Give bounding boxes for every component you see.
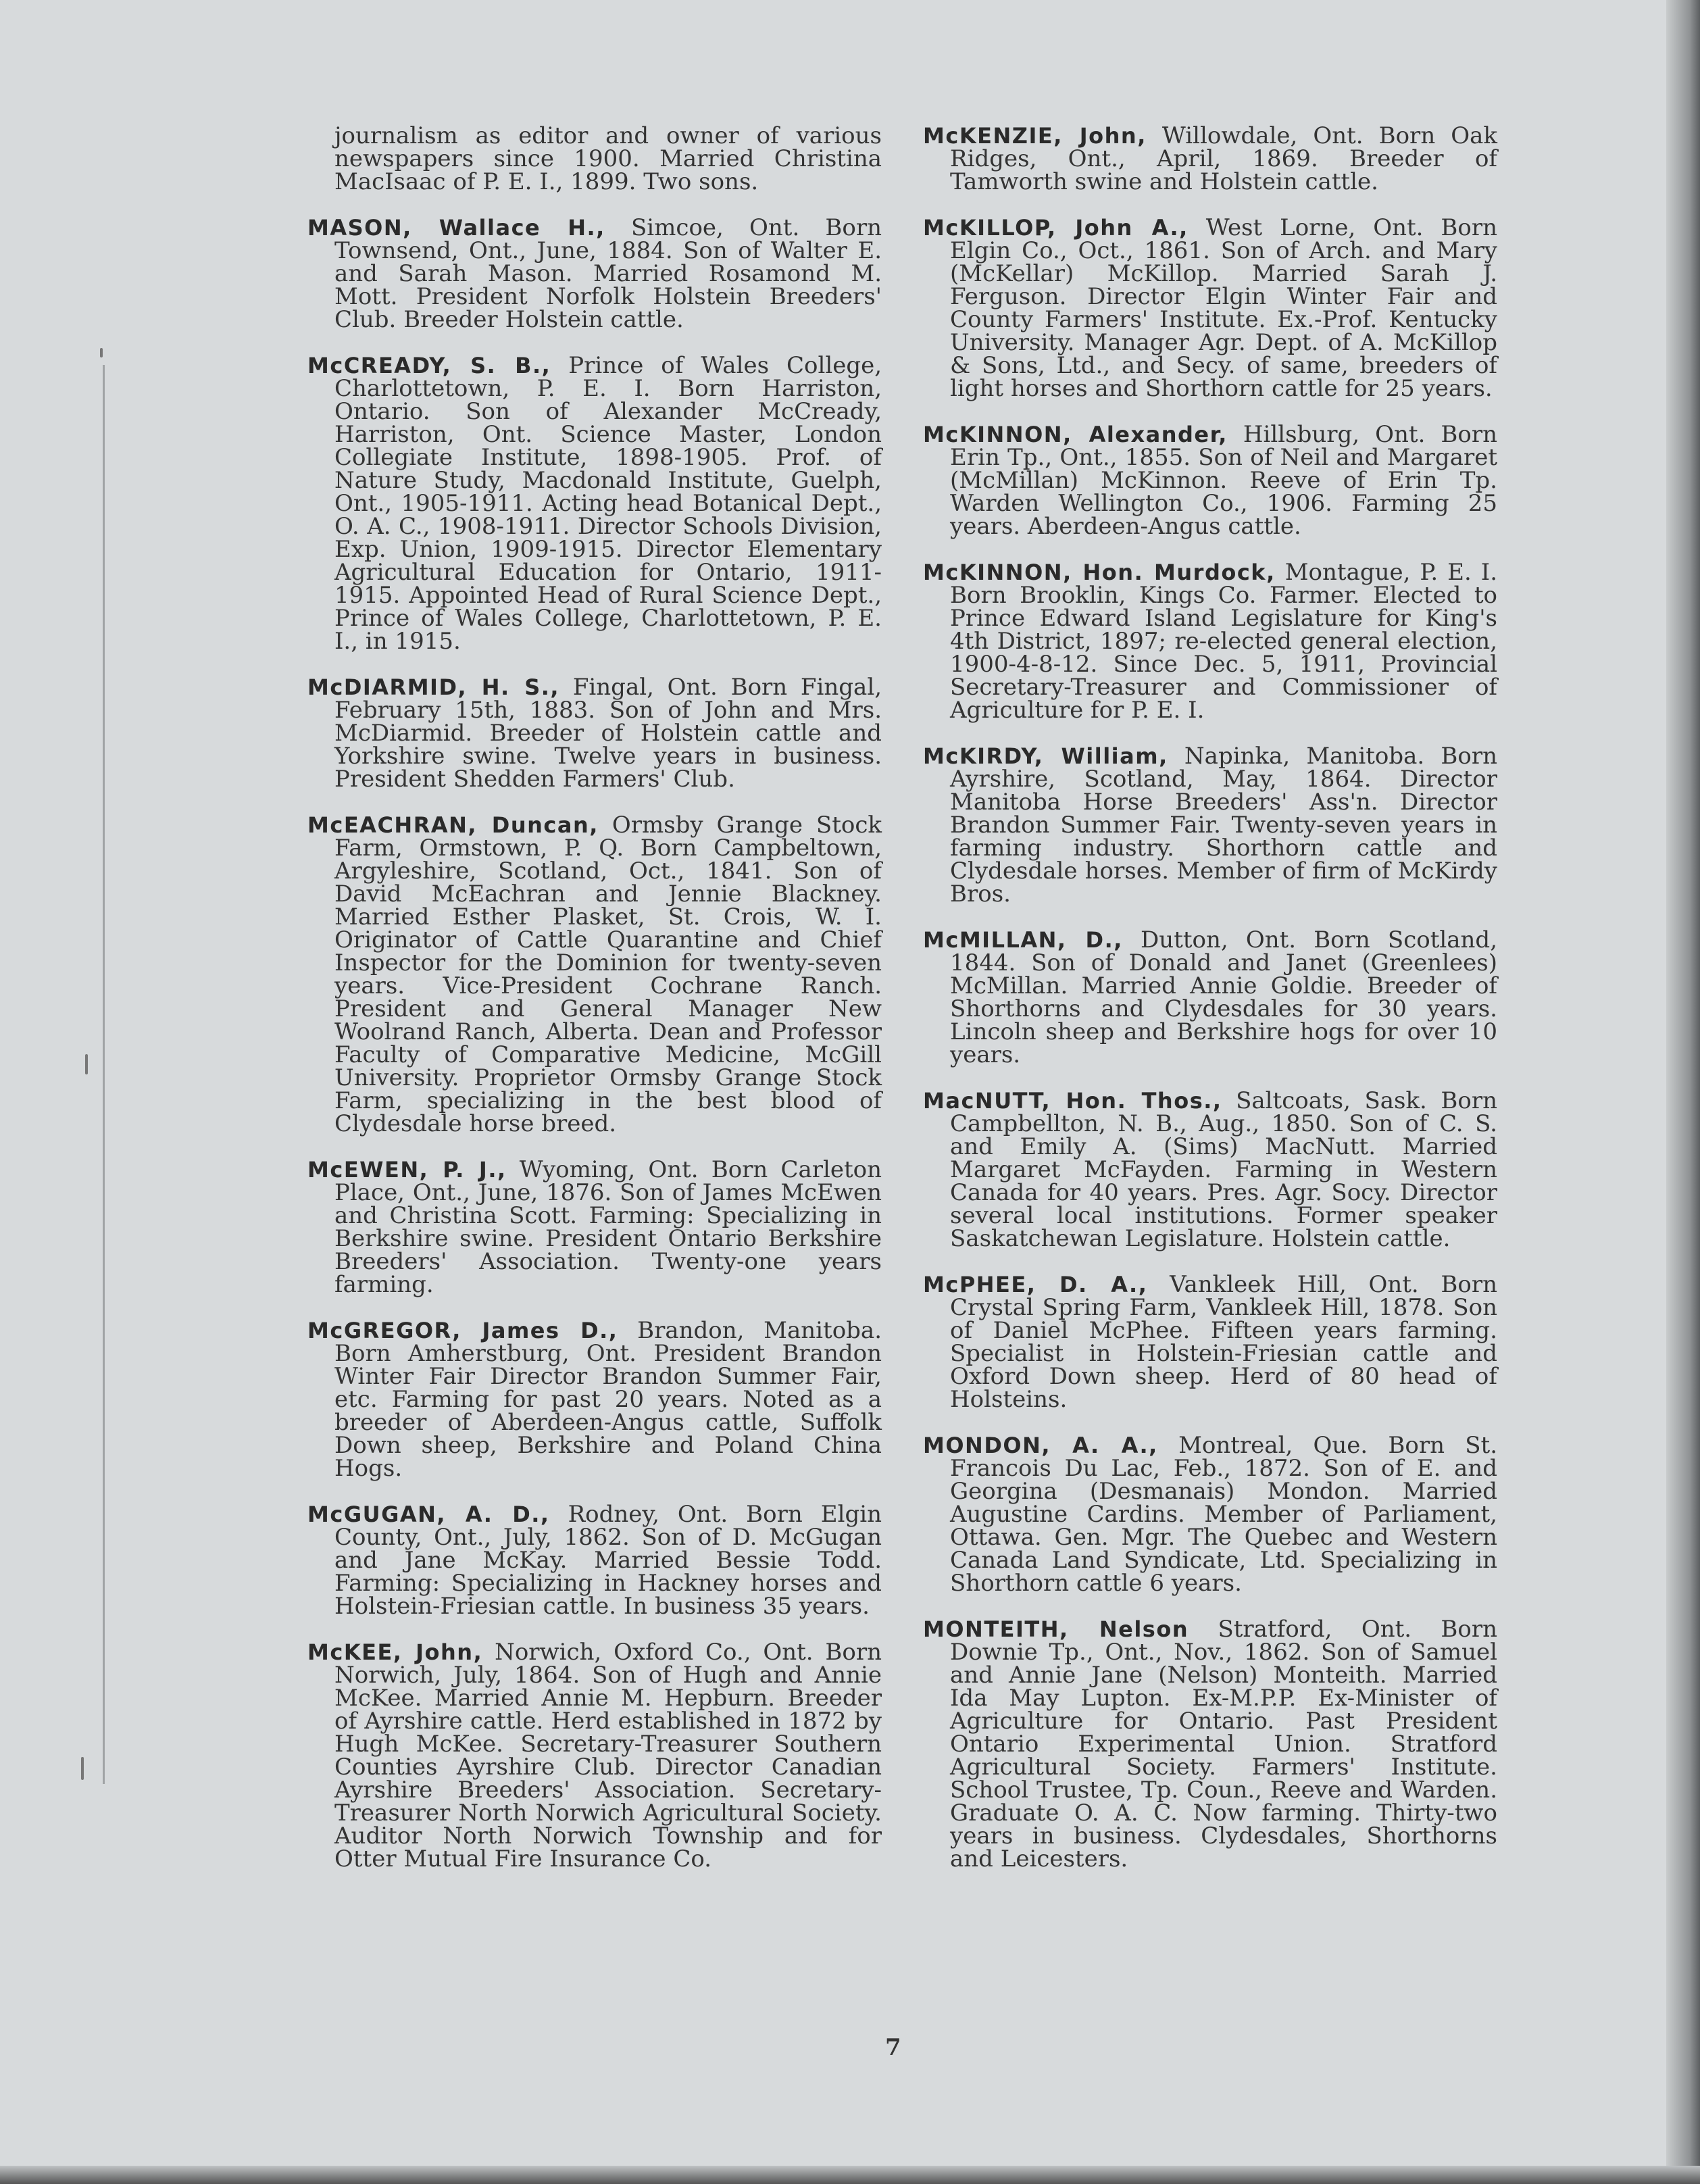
- entry-text: Prince of Wales College, Charlottetown, P. E. I. Born Harriston, Ontario. Son of Alexander McCready, Harriston, Ont. Science Master, London Collegiate Institute, 1898-1905. Prof. of Nature Study, Macdonald Institute, Guelph, Ont., 1905-1911. Acting head Botanical Dept., O. A. C., 1908-1911. Director Schools Division, Exp. Union, 1909-1915. Director Elementary Agricultural Education for Ontario, 1911-1915. Appointed Head of Rural Science Dept., Prince of Wales College, Charlottetown, P. E. I., in 1915.: [334, 352, 882, 655]
- entry-text: Ormsby Grange Stock Farm, Ormstown, P. Q. Born Campbeltown, Argyleshire, Scotland, Oct., 1841. Son of David McEachran and Jennie Blackney. Married Esther Plasket, St. Crois, W. I. Originator of Cattle Quarantine and Chief Inspector for the Dominion for twenty-seven years. Vice-President Cochrane Ranch. President and General Manager New Woolrand Ranch, Alberta. Dean and Professor Faculty of Comparative Medicine, McGill University. Proprietor Ormsby Grange Stock Farm, specializing in the best blood of Clydesdale horse breed.: [334, 812, 882, 1137]
- entry: [307, 354, 882, 653]
- entry-text: West Lorne, Ont. Born Elgin Co., Oct., 1861. Son of Arch. and Mary (McKellar) McKillop. Married Sarah J. Ferguson. Director Elgin Winter Fair and County Farmers' Institute. Ex.-Prof. Kentucky University. Manager Agr. Dept. of A. McKillop & Sons, Ltd., and Secy. of same, breeders of light horses and Shorthorn cattle for 25 years.: [950, 214, 1498, 402]
- entry-name: MASON, Wallace H.,: [307, 215, 605, 241]
- entry: [923, 124, 1497, 193]
- entry-text: Saltcoats, Sask. Born Campbellton, N. B., Aug., 1850. Son of C. S. and Emily A. (Sims) MacNutt. Married Margaret McFayden. Farming in Western Canada for 40 years. Pres. Agr. Socy. Director several local institutions. Former speaker Saskatchewan Legislature. Holstein cattle.: [950, 1087, 1498, 1252]
- entry-name: McGREGOR, James D.,: [307, 1318, 618, 1343]
- entry: [307, 814, 882, 1135]
- entry: [307, 1319, 882, 1480]
- entry-name: McKENZIE, John,: [923, 123, 1147, 149]
- margin-mark: [81, 1757, 84, 1780]
- margin-mark: [100, 348, 103, 357]
- entry-name: McGUGAN, A. D.,: [307, 1502, 550, 1527]
- entry-text: Brandon, Manitoba. Born Amherstburg, Ont. President Brandon Winter Fair Director Brandon Summer Fair, etc. Farming for past 20 years. Noted as a breeder of Aberdeen-Angus cattle, Suffolk Down sheep, Berkshire and Poland China Hogs.: [334, 1317, 882, 1482]
- entry-name: MONTEITH, Nelson: [923, 1616, 1189, 1642]
- entry-text: Rodney, Ont. Born Elgin County, Ont., July, 1862. Son of D. McGugan and Jane McKay. Married Bessie Todd. Farming: Specializing in Hackney horses and Holstein-Friesian cattle. In business 35 years.: [334, 1501, 882, 1620]
- entry-text: journalism as editor and owner of various newspapers since 1900. Married Christina MacIsaac of P. E. I., 1899. Two sons.: [334, 122, 882, 195]
- entry-text: Hillsburg, Ont. Born Erin Tp., Ont., 1855. Son of Neil and Margaret (McMillan) McKinnon. Reeve of Erin Tp. Warden Wellington Co., 1906. Farming 25 years. Aberdeen-Angus cattle.: [950, 421, 1498, 540]
- entry-text: Simcoe, Ont. Born Townsend, Ont., June, 1884. Son of Walter E. and Sarah Mason. Married Rosamond M. Mott. President Norfolk Holstein Breeders' Club. Breeder Holstein cattle.: [334, 214, 882, 333]
- entry-name: MacNUTT, Hon. Thos.,: [923, 1088, 1222, 1114]
- entry: [923, 1618, 1497, 1870]
- entry: [307, 216, 882, 331]
- right-column: [923, 101, 1497, 1879]
- page-number: 7: [885, 2034, 901, 2061]
- entry-name: McKIRDY, William,: [923, 743, 1168, 769]
- entry-text: Montreal, Que. Born St. Francois Du Lac, Feb., 1872. Son of E. and Georgina (Desmanais) Mondon. Married Augustine Cardins. Member of Parliament, Ottawa. Gen. Mgr. The Quebec and Western Canada Land Syndicate, Ltd. Specializing in Shorthorn cattle 6 years.: [950, 1432, 1497, 1597]
- entry-text: Stratford, Ont. Born Downie Tp., Ont., Nov., 1862. Son of Samuel and Annie Jane (Nelson) Monteith. Married Ida May Lupton. Ex-M.P.P. Ex-Minister of Agriculture for Ontario. Past President Ontario Experimental Union. Stratford Agricultural Society. Farmers' Institute. School Trustee, Tp. Coun., Reeve and Warden. Graduate O. A. C. Now farming. Thirty-two years in business. Clydesdales, Shorthorns and Leicesters.: [950, 1616, 1498, 1872]
- entry-text: Napinka, Manitoba. Born Ayrshire, Scotland, May, 1864. Director Manitoba Horse Breeders' Ass'n. Director Brandon Summer Fair. Twenty-seven years in farming industry. Shorthorn cattle and Clydesdale horses. Member of firm of McKirdy Bros.: [950, 743, 1497, 908]
- entry-name: McEWEN, P. J.,: [307, 1157, 507, 1183]
- entry: [307, 676, 882, 791]
- entry: [923, 1434, 1497, 1595]
- entry-name: McDIARMID, H. S.,: [307, 674, 560, 700]
- entry: [923, 1273, 1497, 1411]
- entry-name: McPHEE, D. A.,: [923, 1272, 1148, 1297]
- margin-mark: [85, 1054, 88, 1074]
- entry-continued: [307, 124, 882, 193]
- entry: [307, 1158, 882, 1296]
- entry-name: McMILLAN, D.,: [923, 927, 1123, 953]
- entry-name: McEACHRAN, Duncan,: [307, 812, 599, 838]
- entry: [923, 1089, 1497, 1250]
- entry: [923, 928, 1497, 1066]
- page-edge-shadow: [1666, 0, 1700, 2184]
- entry: [923, 216, 1497, 400]
- entry-name: MONDON, A. A.,: [923, 1433, 1158, 1458]
- entry-name: McKINNON, Hon. Murdock,: [923, 560, 1276, 585]
- entry-text: Wyoming, Ont. Born Carleton Place, Ont., June, 1876. Son of James McEwen and Christina Scott. Farming: Specializing in Berkshire swine. President Ontario Berkshire Breeders' Association. Twenty-one years farming.: [334, 1156, 882, 1298]
- entry: [923, 743, 1497, 908]
- entry-text: Norwich, Oxford Co., Ont. Born Norwich, July, 1864. Son of Hugh and Annie McKee. Married Annie M. Hepburn. Breeder of Ayrshire cattle. Herd established in 1872 by Hugh McKee. Secretary-Treasurer Southern Counties Ayrshire Club. Director Canadian Ayrshire Breeders' Association. Secretary-Treasurer North Norwich Agricultural Society. Auditor North Norwich Township and for Otter Mutual Fire Insurance Co.: [334, 1639, 882, 1872]
- entry-text: Fingal, Ont. Born Fingal, February 15th, 1883. Son of John and Mrs. McDiarmid. Breeder of Holstein cattle and Yorkshire swine. Twelve years in business. President Shedden Farmers' Club.: [334, 674, 882, 793]
- entry-name: McCREADY, S. B.,: [307, 353, 551, 378]
- entry: [923, 423, 1497, 538]
- entry-text: Montague, P. E. I. Born Brooklin, Kings Co. Farmer. Elected to Prince Edward Island Legislature for King's 4th District, 1897; re-elected general election, 1900-4-8-12. Since Dec. 5, 1911, Provincial Secretary-Treasurer and Commissioner of Agriculture for P. E. I.: [950, 559, 1497, 724]
- entry-name: McKEE, John,: [307, 1639, 483, 1665]
- entry-text: Vankleek Hill, Ont. Born Crystal Spring Farm, Vankleek Hill, 1878. Son of Daniel McPhee. Fifteen years farming. Specialist in Holstein-Friesian cattle and Oxford Down sheep. Herd of 80 head of Holsteins.: [950, 1271, 1498, 1413]
- binding-line: [103, 365, 105, 1784]
- entry: [307, 1503, 882, 1618]
- entry-name: McKILLOP, John A.,: [923, 215, 1189, 241]
- entry-text: Dutton, Ont. Born Scotland, 1844. Son of Donald and Janet (Greenlees) McMillan. Married Annie Goldie. Breeder of Shorthorns and Clydesdales for 30 years. Lincoln sheep and Berkshire hogs for over 10 years.: [950, 926, 1498, 1068]
- entry-text: Willowdale, Ont. Born Oak Ridges, Ont., April, 1869. Breeder of Tamworth swine and Holstein cattle.: [950, 122, 1497, 195]
- page-bottom-shadow: [0, 2166, 1700, 2184]
- entry: [307, 1641, 882, 1870]
- left-column: [307, 101, 882, 1879]
- entry-name: McKINNON, Alexander,: [923, 422, 1228, 447]
- entry: [923, 561, 1497, 722]
